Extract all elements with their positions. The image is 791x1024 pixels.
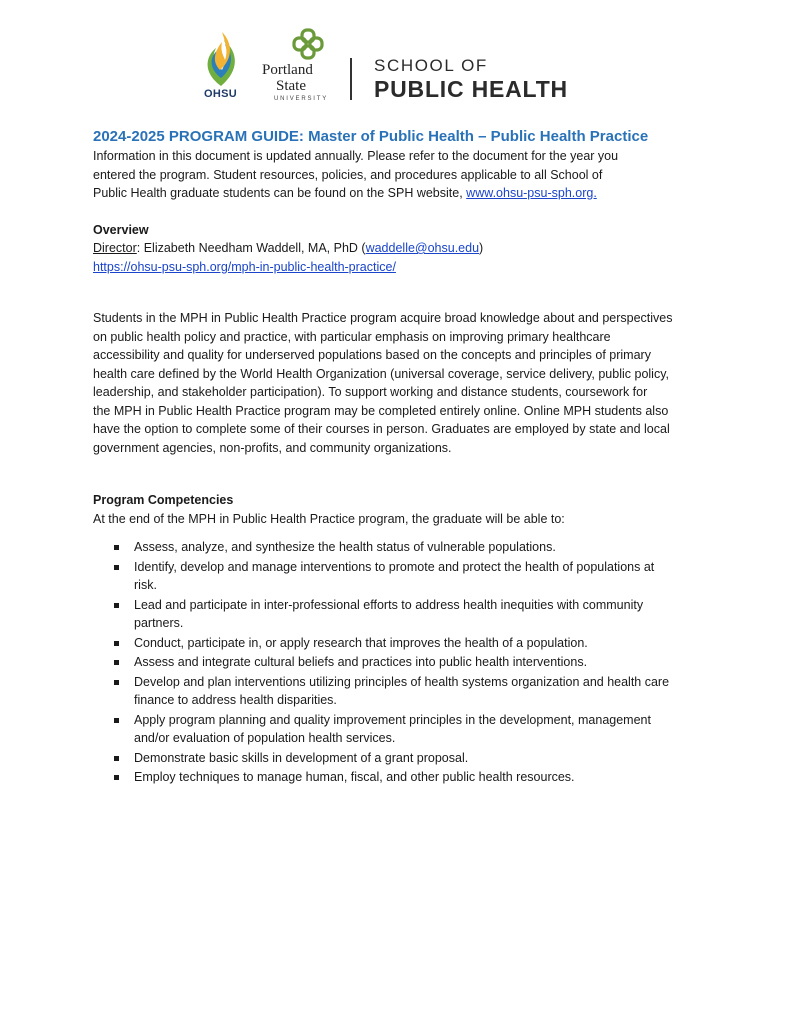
director-label: Director xyxy=(93,241,137,255)
body-line: government agencies, non-profits, and community organizations. xyxy=(93,440,452,455)
competencies-intro: At the end of the MPH in Public Health Practice program, the graduate will be able to: xyxy=(93,511,565,526)
psu-knot-icon xyxy=(292,28,324,60)
bullet-icon xyxy=(114,545,119,550)
psu-wordmark-line1: Portland xyxy=(262,62,313,78)
bullet-icon xyxy=(114,718,119,723)
psu-wordmark-line2: State xyxy=(276,78,306,94)
document-body xyxy=(93,127,713,788)
director-name: : Elizabeth Needham Waddell, MA, PhD ( xyxy=(136,241,366,255)
body-line: Students in the MPH in Public Health Practice program acquire broad knowledge about and perspectives xyxy=(93,311,673,325)
logo-divider xyxy=(350,58,352,100)
body-line: accessibility and quality for underserved populations based on the concepts and principles of primary xyxy=(93,348,651,362)
intro-line-3-text: Public Health graduate students can be found on the SPH website, xyxy=(93,186,467,200)
bullet-icon xyxy=(114,680,119,685)
competencies-heading: Program Competencies xyxy=(93,493,234,507)
document-title: 2024-2025 PROGRAM GUIDE: Master of Public Health – Public Health Practice xyxy=(93,128,649,145)
program-description xyxy=(93,309,713,457)
competency-item: Assess, analyze, and synthesize the health status of vulnerable populations. xyxy=(93,538,713,557)
ohsu-wordmark: OHSU xyxy=(204,88,237,100)
bullet-icon xyxy=(114,775,119,780)
competency-item: Assess and integrate cultural beliefs and practices into public health interventions. xyxy=(93,653,713,672)
competency-item: Conduct, participate in, or apply research that improves the health of a population. xyxy=(93,634,713,653)
bullet-icon xyxy=(114,603,119,608)
body-line: have the option to complete some of their courses in person. Graduates are employed by state and local xyxy=(93,422,670,436)
overview-heading: Overview xyxy=(93,222,149,237)
sph-wordmark-line1: SCHOOL OF xyxy=(374,56,488,75)
competency-item: Identify, develop and manage interventions to promote and protect the health of populations at risk. xyxy=(93,558,713,595)
body-line: on public health policy and practice, with particular emphasis on improving primary healthcare xyxy=(93,329,611,344)
page-header xyxy=(198,26,598,106)
bullet-icon xyxy=(114,565,119,570)
intro-line-3 xyxy=(93,184,713,203)
competency-item: Develop and plan interventions utilizing principles of health systems organization and health care finance to address health disparities. xyxy=(93,673,713,710)
ohsu-logo xyxy=(198,26,244,102)
intro-line-2: entered the program. Student resources, policies, and procedures applicable to all School of xyxy=(93,167,603,182)
bullet-icon xyxy=(114,756,119,761)
program-page-link[interactable]: https://ohsu-psu-sph.org/mph-in-public-health-practice/ xyxy=(93,259,396,274)
director-close: ) xyxy=(479,241,484,255)
competency-item: Lead and participate in inter-professional efforts to address health inequities with community partners. xyxy=(93,596,713,633)
bullet-icon xyxy=(114,641,119,646)
body-line: the MPH in Public Health Practice program may be completed entirely online. Online MPH students also xyxy=(93,403,669,418)
director-line xyxy=(93,239,713,258)
intro-line-1: Information in this document is updated annually. Please refer to the document for the year you xyxy=(93,149,619,163)
competencies-list xyxy=(93,538,713,787)
bullet-icon xyxy=(114,660,119,665)
sph-wordmark-line2: PUBLIC HEALTH xyxy=(374,76,568,102)
competency-item: Employ techniques to manage human, fiscal, and other public health resources. xyxy=(93,768,713,787)
psu-logo xyxy=(262,28,358,104)
sph-website-link[interactable]: www.ohsu-psu-sph.org. xyxy=(466,186,597,200)
ohsu-flame-icon xyxy=(198,26,244,88)
competency-item: Demonstrate basic skills in development of a grant proposal. xyxy=(93,749,713,768)
body-line: leadership, and stakeholder participation). To support working and distance students, coursework for xyxy=(93,385,648,399)
director-email-link[interactable]: waddelle@ohsu.edu xyxy=(365,241,480,255)
competency-item: Apply program planning and quality improvement principles in the development, management and/or evaluation of population health services. xyxy=(93,711,713,748)
body-line: health care defined by the World Health Organization (universal coverage, service delivery, public policy, xyxy=(93,366,669,381)
psu-wordmark-line3: UNIVERSITY xyxy=(274,96,329,102)
